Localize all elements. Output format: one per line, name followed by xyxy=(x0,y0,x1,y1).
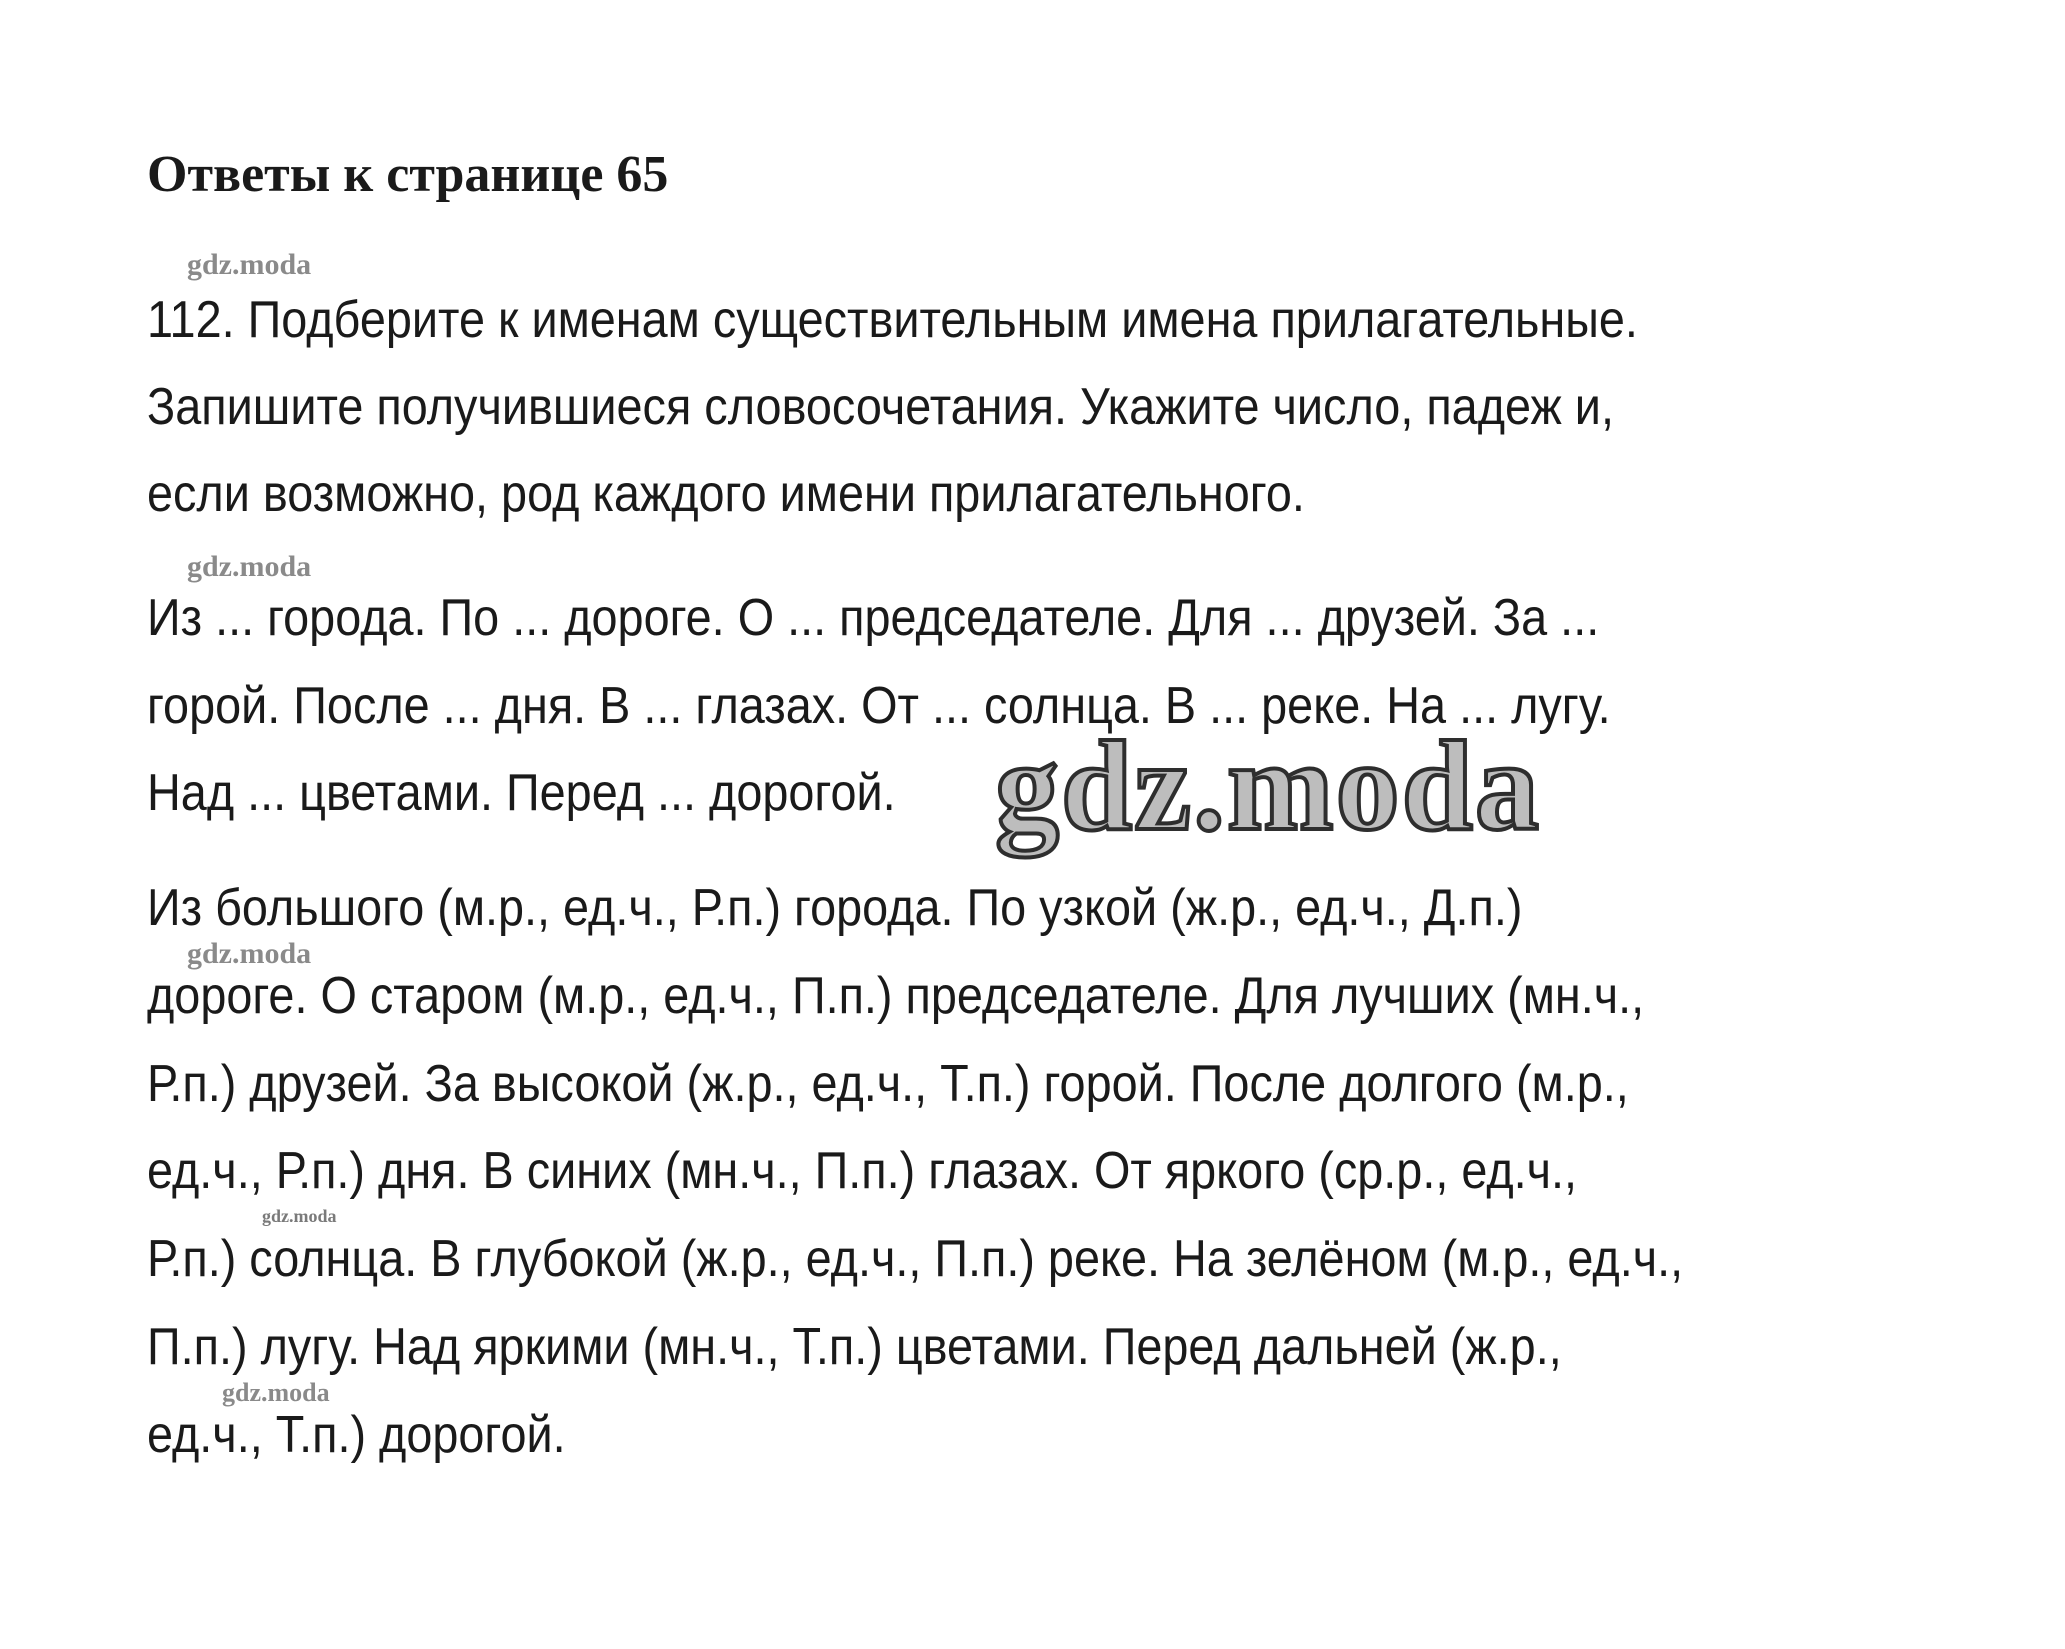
answer-line-1: Из большого (м.р., ед.ч., Р.п.) города. По узкой (ж.р., ед.ч., Д.п.) xyxy=(147,879,1523,937)
answer-line-5: Р.п.) солнца. В глубокой (ж.р., ед.ч., П.п.) реке. На зелёном (м.р., ед.ч., xyxy=(147,1230,1684,1288)
watermark-small: gdz.moda xyxy=(187,937,312,970)
page-title: Ответы к странице 65 xyxy=(147,146,669,203)
watermark-tiny: gdz.moda xyxy=(262,1206,337,1226)
answer-line-2: дороге. О старом (м.р., ед.ч., П.п.) председателе. Для лучших (мн.ч., xyxy=(147,967,1645,1025)
answer-line-4: ед.ч., Р.п.) дня. В синих (мн.ч., П.п.) глазах. От яркого (ср.р., ед.ч., xyxy=(147,1142,1578,1200)
watermark-small: gdz.moda xyxy=(187,550,312,583)
watermark-small: gdz.moda xyxy=(187,248,312,281)
task-line-3: если возможно, род каждого имени прилагательного. xyxy=(147,465,1305,523)
exercise-line-1: Из ... города. По ... дороге. О ... председателе. Для ... друзей. За ... xyxy=(147,589,1600,647)
task-line-1: 112. Подберите к именам существительным имена прилагательные. xyxy=(147,291,1638,349)
answer-line-3: Р.п.) друзей. За высокой (ж.р., ед.ч., Т.п.) горой. После долгого (м.р., xyxy=(147,1055,1629,1113)
watermark-small: gdz.moda xyxy=(222,1378,330,1407)
answer-line-7: ед.ч., Т.п.) дорогой. xyxy=(147,1406,566,1464)
exercise-line-2: горой. После ... дня. В ... глазах. От ... солнца. В ... реке. На ... лугу. xyxy=(147,677,1611,735)
answer-line-6: П.п.) лугу. Над яркими (мн.ч., Т.п.) цветами. Перед дальней (ж.р., xyxy=(147,1318,1562,1376)
watermark-large: gdz.moda xyxy=(995,715,1541,857)
task-line-2: Запишите получившиеся словосочетания. Укажите число, падеж и, xyxy=(147,378,1614,436)
exercise-line-3: Над ... цветами. Перед ... дорогой. xyxy=(147,764,896,822)
